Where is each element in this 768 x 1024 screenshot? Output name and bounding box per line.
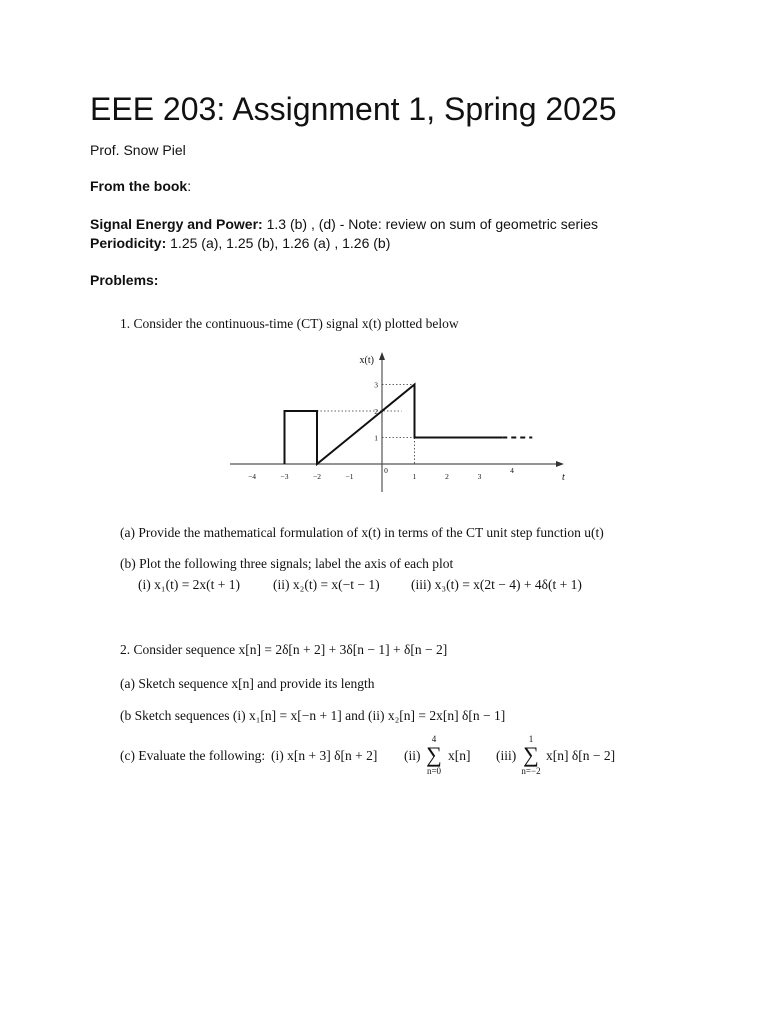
- problem-1-signal-i: (i) x₁(t) = 2x(t + 1): [138, 577, 241, 592]
- from-book-label: From the book: [90, 178, 188, 194]
- sum-ii-upper: 4: [431, 734, 437, 744]
- x-tick-label: −2: [313, 472, 321, 481]
- problem-1-part-a: (a) Provide the mathematical formulation of x(t) in terms of the CT unit step function u(t): [120, 525, 604, 540]
- x-tick-label: 2: [445, 472, 449, 481]
- x-tick-label: 3: [477, 472, 482, 481]
- x-tick-label: −3: [280, 472, 289, 481]
- problem-2-c-ii-expr: x[n]: [448, 748, 471, 763]
- x-axis-arrow-icon: [379, 352, 385, 360]
- problem-1-intro: 1. Consider the continuous-time (CT) signal x(t) plotted below: [120, 316, 459, 331]
- y-tick-label: 2: [374, 407, 378, 416]
- problem-2-part-a: (a) Sketch sequence x[n] and provide its length: [120, 676, 375, 691]
- summation-ii: [423, 734, 445, 776]
- summation-iii: [518, 734, 544, 776]
- periodicity-text: 1.25 (a), 1.25 (b), 1.26 (a) , 1.26 (b): [166, 235, 391, 251]
- sigma-ii-icon: ∑: [426, 742, 442, 767]
- energy-power-label: Signal Energy and Power:: [90, 216, 263, 232]
- x-tick-label: −1: [345, 472, 354, 481]
- sigma-iii-icon: ∑: [523, 742, 539, 767]
- x-tick-label: 1: [412, 472, 417, 481]
- professor-name: Prof. Snow Piel: [90, 142, 186, 158]
- problem-2-part-b: (b Sketch sequences (i) x₁[n] = x[−n + 1] and (ii) x₂[n] = 2x[n] δ[n − 1]: [120, 708, 506, 723]
- t-axis-arrow-icon: [556, 461, 564, 467]
- periodicity-label: Periodicity:: [90, 235, 167, 251]
- signal-curve: [285, 385, 503, 465]
- energy-power-text: 1.3 (b) , (d) - Note: review on sum of geometric series: [262, 216, 599, 232]
- signal-plot: [228, 348, 573, 496]
- problem-2-c-ii-label: (ii): [404, 748, 421, 763]
- y-tick-label: 3: [374, 380, 378, 390]
- document-title: EEE 203: Assignment 1, Spring 2025: [90, 91, 617, 127]
- x-axis-label: t: [562, 472, 565, 483]
- sum-iii-upper: 1: [528, 734, 534, 744]
- problem-1-signal-ii: (ii) x₂(t) = x(−t − 1): [273, 577, 380, 592]
- problem-2-intro: 2. Consider sequence x[n] = 2δ[n + 2] + 3δ[n − 1] + δ[n − 2]: [120, 642, 448, 657]
- problem-2-c-iii-expr: x[n] δ[n − 2]: [546, 748, 616, 763]
- from-book-line: [90, 178, 191, 194]
- energy-power-line: [90, 216, 598, 232]
- x-tick-label: 4: [510, 466, 514, 475]
- problem-1-part-b: (b) Plot the following three signals; label the axis of each plot: [120, 556, 454, 571]
- problem-1-signal-iii: (iii) x₃(t) = x(2t − 4) + 4δ(t + 1): [411, 577, 582, 592]
- problems-heading: Problems:: [90, 272, 159, 288]
- y-axis-label: x(t): [359, 355, 374, 366]
- problem-2-part-c-label: (c) Evaluate the following:: [120, 748, 266, 763]
- problem-2-c-i: (i) x[n + 3] δ[n + 2]: [271, 748, 378, 763]
- y-tick-label: 1: [374, 433, 378, 443]
- sum-ii-lower: n=0: [426, 766, 442, 776]
- sum-iii-lower: n=−2: [521, 766, 541, 776]
- x-tick-label: 0: [384, 466, 388, 475]
- x-tick-label: −4: [248, 472, 256, 481]
- periodicity-line: [90, 235, 390, 251]
- from-book-colon: :: [187, 178, 192, 194]
- problem-2-c-iii-label: (iii): [496, 748, 517, 763]
